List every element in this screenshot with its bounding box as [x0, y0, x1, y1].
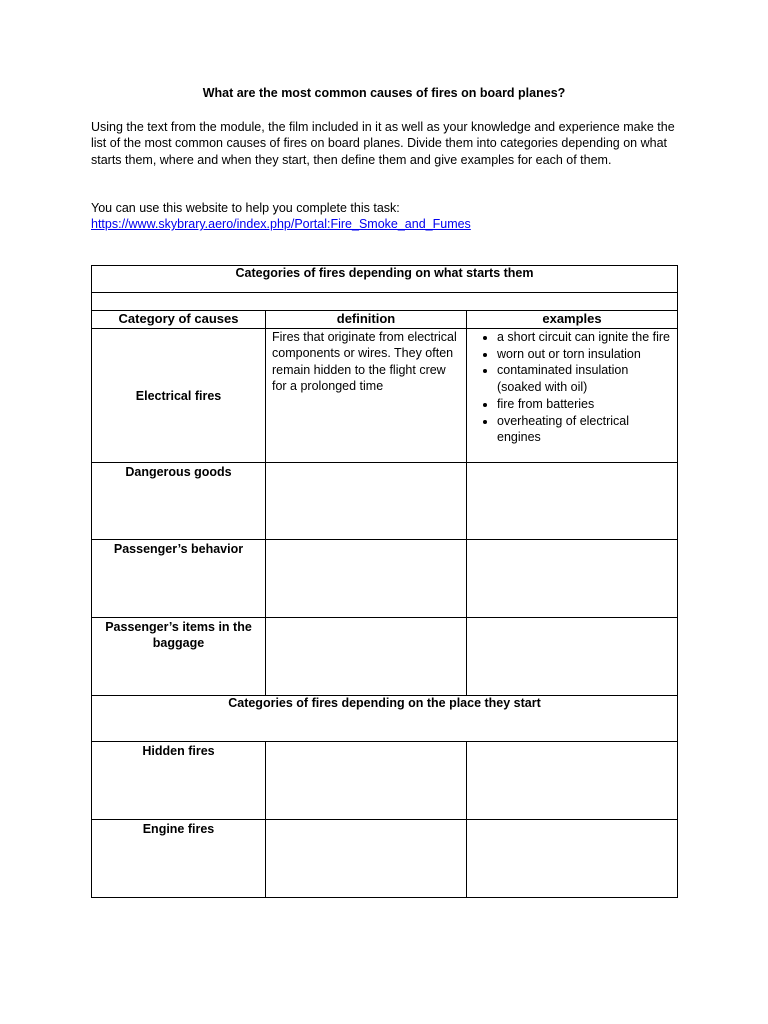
- header-examples: examples: [467, 311, 678, 329]
- section1-title: Categories of fires depending on what starts them: [92, 266, 678, 293]
- blank-row: [92, 293, 678, 311]
- table-row: [92, 540, 678, 618]
- list-item: • contaminated insulation (soaked with oil): [497, 362, 673, 395]
- examples-list: [467, 329, 677, 446]
- table-row: [92, 742, 678, 820]
- list-item: • worn out or torn insulation: [497, 346, 673, 363]
- category-cell: Engine fires: [92, 820, 266, 898]
- header-definition: definition: [266, 311, 467, 329]
- definition-cell[interactable]: [266, 463, 467, 540]
- table-row: [92, 820, 678, 898]
- table-row: [92, 618, 678, 696]
- examples-cell[interactable]: [467, 463, 678, 540]
- website-paragraph: [91, 200, 691, 233]
- definition-cell[interactable]: [266, 618, 467, 696]
- category-cell: Dangerous goods: [92, 463, 266, 540]
- causes-table: [91, 265, 678, 898]
- list-item: • overheating of electrical engines: [497, 413, 673, 446]
- table-row: [92, 329, 678, 463]
- definition-cell[interactable]: Fires that originate from electrical components or wires. They often remain hidden to the flight crew for a prolonged time: [266, 329, 467, 463]
- list-item: • a short circuit can ignite the fire: [497, 329, 673, 346]
- definition-cell[interactable]: [266, 742, 467, 820]
- category-cell: Electrical fires: [92, 329, 266, 463]
- category-cell: Passenger’s items in the baggage: [92, 618, 266, 696]
- category-cell: Hidden fires: [92, 742, 266, 820]
- skybrary-link[interactable]: https://www.skybrary.aero/index.php/Portal:Fire_Smoke_and_Fumes: [91, 217, 471, 232]
- examples-cell[interactable]: [467, 329, 678, 463]
- definition-cell[interactable]: [266, 540, 467, 618]
- definition-cell[interactable]: [266, 820, 467, 898]
- examples-cell[interactable]: [467, 742, 678, 820]
- header-category: Category of causes: [92, 311, 266, 329]
- examples-cell[interactable]: [467, 618, 678, 696]
- examples-cell[interactable]: [467, 820, 678, 898]
- section2-title: Categories of fires depending on the place they start: [92, 696, 678, 742]
- examples-cell[interactable]: [467, 540, 678, 618]
- instructions-paragraph: Using the text from the module, the film included in it as well as your knowledge and experience make the list of the most common causes of fires on board planes. Divide them into categories depending on what starts them, where and when they start, then define them and give examples for each of them.: [91, 120, 675, 167]
- table-row: [92, 463, 678, 540]
- document-title: What are the most common causes of fires on board planes?: [202, 86, 566, 100]
- list-item: • fire from batteries: [497, 396, 673, 413]
- website-hint: You can use this website to help you complete this task:: [91, 201, 400, 215]
- category-cell: Passenger’s behavior: [92, 540, 266, 618]
